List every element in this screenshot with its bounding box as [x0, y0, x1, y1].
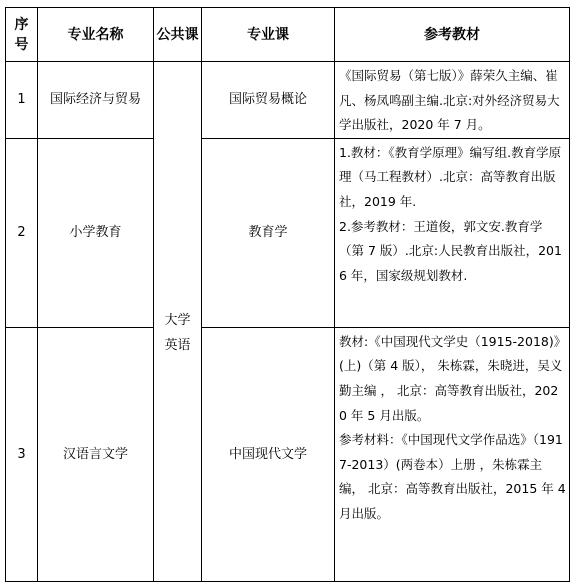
header-major-course: 专业课 [202, 8, 335, 62]
row-course: 国际贸易概论 [202, 62, 335, 139]
row-reference [335, 62, 570, 139]
curriculum-table [5, 7, 570, 582]
public-course-cell [154, 62, 202, 582]
row-seq: 3 [6, 327, 38, 581]
row-course: 教育学 [202, 138, 335, 327]
row-major: 汉语言文学 [38, 327, 154, 581]
header-public-course: 公共课 [154, 8, 202, 62]
row-major: 国际经济与贸易 [38, 62, 154, 139]
header-row [6, 8, 570, 62]
reference-paragraph: 2.参考教材：王道俊，郭文安.教育学（第 7 版）.北京:人民教育出版社，2016 年，国家级规划教材. [339, 218, 562, 283]
reference-paragraph: 1.教材：《教育学原理》编写组.教育学原理（马工程教材）.北京：高等教育出版社，2019 年. [339, 144, 562, 209]
row-major: 小学教育 [38, 138, 154, 327]
header-seq: 序号 [6, 8, 38, 62]
table-row [6, 138, 570, 327]
reference-paragraph: 参考材料：《中国现代文学作品选》（1917-2013）(两卷本）上册 ，朱栋霖主编， 北京：高等教育出版社，2015 年 4 月出版。 [339, 432, 566, 521]
header-reference: 参考教材 [335, 8, 570, 62]
reference-paragraph: 《国际贸易（第七版）》薛荣久主编、崔凡、杨凤鸣副主编.北京:对外经济贸易大学出版社，2020 年 7 月。 [339, 68, 560, 133]
row-course: 中国现代文学 [202, 327, 335, 581]
row-reference [335, 138, 570, 327]
row-seq: 2 [6, 138, 38, 327]
public-course-value: 大学英语 [164, 313, 191, 354]
header-major: 专业名称 [38, 8, 154, 62]
table-row [6, 62, 570, 139]
row-reference [335, 327, 570, 581]
table-row [6, 327, 570, 581]
row-seq: 1 [6, 62, 38, 139]
reference-paragraph: 教材:《中国现代文学史（1915-2018)》(上)（第 4 版）， 朱栋霖，朱晓进，吴义勤主编 ， 北京：高等教育出版社，2020 年 5 月出版。 [339, 333, 563, 423]
